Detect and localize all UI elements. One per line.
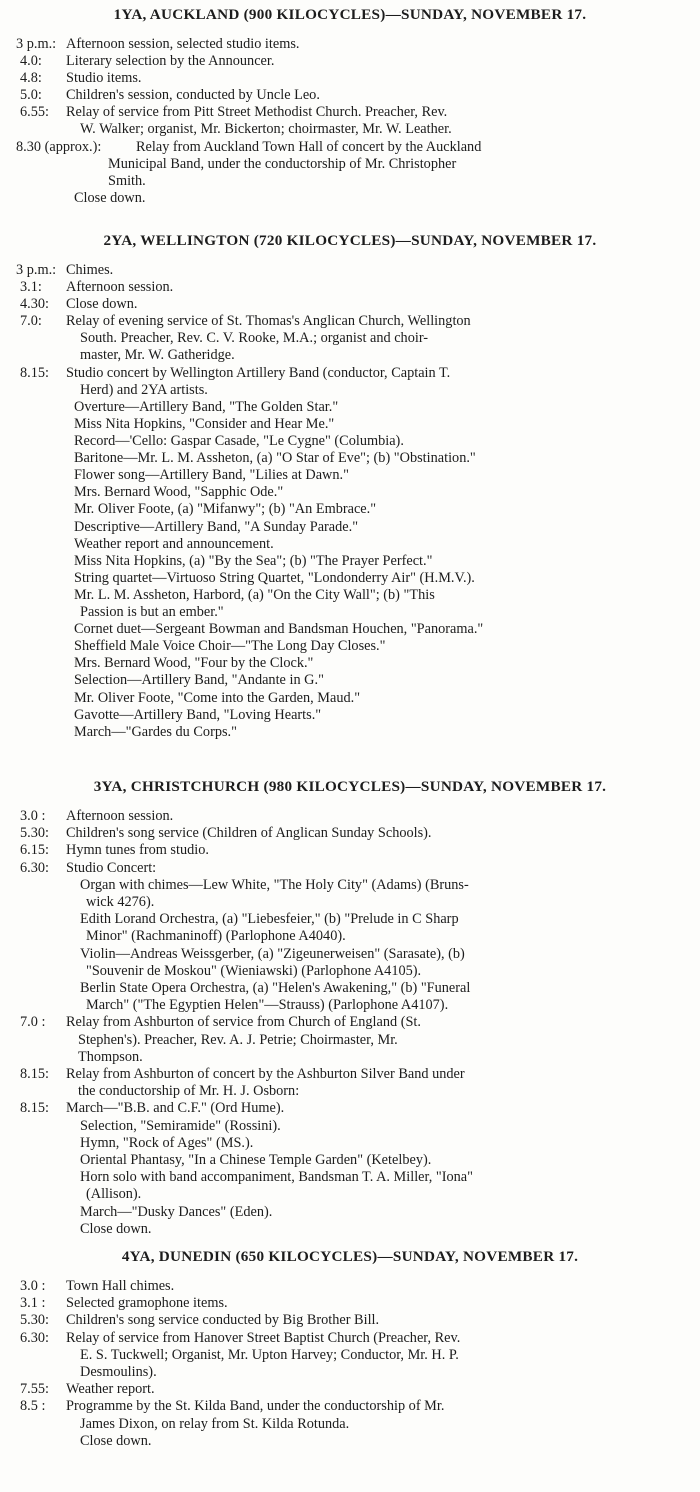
entry-text-continuation: Minor" (Rachmaninoff) (Parlophone A4040). xyxy=(86,928,346,945)
entry-text-continuation: Passion is but an ember." xyxy=(80,603,224,620)
entry-time: 6.30: xyxy=(20,1329,49,1346)
entry-time: 3 p.m.: xyxy=(16,262,57,278)
entry-text: Oriental Phantasy, "In a Chinese Temple Garden" (Ketelbey). xyxy=(80,1152,432,1168)
entry-text: Studio concert by Wellington Artillery Band (conductor, Captain T. xyxy=(66,364,451,381)
entry-time: 8.15: xyxy=(20,1066,49,1082)
entry-text: Afternoon session, selected studio items. xyxy=(66,36,300,52)
entry-text: Hymn tunes from studio. xyxy=(66,842,209,859)
entry-time: 7.0 : xyxy=(20,1014,46,1031)
entry-time: 8.5 : xyxy=(20,1398,46,1415)
entry-text: March—"B.B. and C.F." (Ord Hume). xyxy=(66,1100,285,1117)
entry-text-continuation: Smith. xyxy=(108,172,146,189)
entry-time: 5.30: xyxy=(20,825,49,842)
entry-text: Miss Nita Hopkins, "Consider and Hear Me." xyxy=(74,415,335,432)
entry-time: 4.8: xyxy=(20,70,42,87)
entry-text: Close down. xyxy=(74,189,146,206)
entry-text-continuation: wick 4276). xyxy=(86,893,155,910)
station-heading: 3YA, CHRISTCHURCH (980 KILOCYCLES)—SUNDAY, NOVEMBER 17. xyxy=(93,778,607,795)
entry-text: Mr. Oliver Foote, (a) "Mifanwy"; (b) "An Embrace." xyxy=(74,501,377,518)
entry-text: Relay of service from Pitt Street Methodist Church. Preacher, Rev. xyxy=(66,104,448,121)
entry-text: Relay from Auckland Town Hall of concert by the Auckland xyxy=(136,138,482,155)
entry-text: Overture—Artillery Band, "The Golden Star." xyxy=(74,398,339,415)
entry-text: Sheffield Male Voice Choir—"The Long Day Closes." xyxy=(74,638,386,655)
entry-text: Relay of evening service of St. Thomas's Anglican Church, Wellington xyxy=(66,313,471,330)
entry-text: Baritone—Mr. L. M. Assheton, (a) "O Star of Eve"; (b) "Obstination." xyxy=(74,450,476,467)
entry-text: Studio Concert: xyxy=(66,859,157,876)
entry-text: March—"Dusky Dances" (Eden). xyxy=(80,1203,273,1220)
entry-text-continuation: Municipal Band, under the conductorship of Mr. Christopher xyxy=(108,155,457,172)
entry-time: 3.1: xyxy=(20,279,42,296)
entry-text-continuation: Herd) and 2YA artists. xyxy=(80,381,208,398)
entry-text: Gavotte—Artillery Band, "Loving Hearts." xyxy=(74,706,322,723)
entry-text: Edith Lorand Orchestra, (a) "Liebesfeier," (b) "Prelude in C Sharp xyxy=(80,911,459,928)
entry-text: Afternoon session. xyxy=(66,808,174,824)
entry-time: 7.55: xyxy=(20,1381,49,1398)
entry-time: 5.0: xyxy=(20,87,42,104)
station-heading: 4YA, DUNEDIN (650 KILOCYCLES)—SUNDAY, NOVEMBER 17. xyxy=(121,1248,579,1265)
entry-time: 7.0: xyxy=(20,313,42,330)
entry-time: 8.15: xyxy=(20,364,49,381)
entry-time: 3.0 : xyxy=(20,808,46,824)
entry-text-continuation: "Souvenir de Moskou" (Wieniawski) (Parlophone A4105). xyxy=(86,962,422,979)
entry-text: Selection—Artillery Band, "Andante in G." xyxy=(74,672,324,689)
entry-text-continuation: Stephen's). Preacher, Rev. A. J. Petrie; Choirmaster, Mr. xyxy=(78,1031,398,1048)
entry-text: Relay from Ashburton of concert by the Ashburton Silver Band under xyxy=(66,1066,465,1082)
entry-text: Record—'Cello: Gaspar Casade, "Le Cygne" (Columbia). xyxy=(74,433,404,449)
entry-time: 4.30: xyxy=(20,296,49,313)
entry-time: 4.0: xyxy=(20,53,42,70)
entry-text: Selected gramophone items. xyxy=(66,1295,228,1312)
entry-text: Children's session, conducted by Uncle Leo. xyxy=(66,87,320,104)
entry-text: Weather report. xyxy=(66,1381,155,1398)
entry-text: Programme by the St. Kilda Band, under the conductorship of Mr. xyxy=(66,1398,445,1415)
entry-text: Organ with chimes—Lew White, "The Holy City" (Adams) (Bruns- xyxy=(80,876,469,893)
entry-time: 6.15: xyxy=(20,842,49,859)
entry-text: Mrs. Bernard Wood, "Four by the Clock." xyxy=(74,655,314,672)
entry-time: 6.55: xyxy=(20,104,49,121)
entry-text: March—"Gardes du Corps." xyxy=(74,723,237,740)
entry-text: Close down. xyxy=(66,296,138,313)
entry-text-continuation: James Dixon, on relay from St. Kilda Rotunda. xyxy=(80,1415,350,1432)
entry-text: Horn solo with band accompaniment, Bandsman T. A. Miller, "Iona" xyxy=(80,1169,473,1186)
entry-text: Selection, "Semiramide" (Rossini). xyxy=(80,1117,281,1134)
entry-text: String quartet—Virtuoso String Quartet, "Londonderry Air" (H.M.V.). xyxy=(74,569,475,586)
entry-text: Close down. xyxy=(80,1432,152,1449)
station-heading: 2YA, WELLINGTON (720 KILOCYCLES)—SUNDAY, NOVEMBER 17. xyxy=(103,232,597,249)
entry-text-continuation: Thompson. xyxy=(78,1048,143,1065)
entry-time: 8.30 (approx.): xyxy=(16,138,102,155)
entry-text: Children's song service conducted by Big Brother Bill. xyxy=(66,1312,380,1329)
entry-text: Relay of service from Hanover Street Baptist Church (Preacher, Rev. xyxy=(66,1329,461,1346)
entry-text: Flower song—Artillery Band, "Lilies at Dawn." xyxy=(74,467,349,484)
station-heading: 1YA, AUCKLAND (900 KILOCYCLES)—SUNDAY, NOVEMBER 17. xyxy=(113,6,587,23)
entry-text: Descriptive—Artillery Band, "A Sunday Parade." xyxy=(74,518,359,535)
entry-time: 3.0 : xyxy=(20,1278,46,1294)
entry-text-continuation: (Allison). xyxy=(86,1186,142,1203)
entry-text-continuation: master, Mr. W. Gatheridge. xyxy=(80,347,235,364)
entry-text: Studio items. xyxy=(66,70,142,87)
entry-text: Chimes. xyxy=(66,262,114,278)
entry-text: Hymn, "Rock of Ages" (MS.). xyxy=(80,1134,254,1151)
entry-text-continuation: Desmoulins). xyxy=(80,1363,157,1380)
entry-text: Mr. L. M. Assheton, Harbord, (a) "On the City Wall"; (b) "This xyxy=(74,586,435,603)
entry-text: Close down. xyxy=(80,1220,152,1237)
entry-text: Relay from Ashburton of service from Church of England (St. xyxy=(66,1014,421,1031)
entry-text: Mrs. Bernard Wood, "Sapphic Ode." xyxy=(74,484,284,501)
entry-text: Mr. Oliver Foote, "Come into the Garden, Maud." xyxy=(74,689,361,706)
entry-text-continuation: E. S. Tuckwell; Organist, Mr. Upton Harvey; Conductor, Mr. H. P. xyxy=(80,1346,459,1363)
entry-text: Cornet duet—Sergeant Bowman and Bandsman Houchen, "Panorama." xyxy=(74,621,484,638)
entry-text: Weather report and announcement. xyxy=(74,535,274,552)
entry-text: Miss Nita Hopkins, (a) "By the Sea"; (b) "The Prayer Perfect." xyxy=(74,552,433,569)
entry-text: Violin—Andreas Weissgerber, (a) "Zigeunerweisen" (Sarasate), (b) xyxy=(80,945,465,962)
entry-time: 6.30: xyxy=(20,859,49,876)
entry-time: 3.1 : xyxy=(20,1295,46,1312)
entry-time: 5.30: xyxy=(20,1312,49,1329)
entry-text: Literary selection by the Announcer. xyxy=(66,53,275,70)
entry-time: 3 p.m.: xyxy=(16,36,57,52)
entry-time: 8.15: xyxy=(20,1100,49,1117)
entry-text: Afternoon session. xyxy=(66,279,174,296)
entry-text-continuation: South. Preacher, Rev. C. V. Rooke, M.A.; organist and choir- xyxy=(80,330,429,347)
entry-text-continuation: the conductorship of Mr. H. J. Osborn: xyxy=(78,1083,300,1100)
entry-text: Berlin State Opera Orchestra, (a) "Helen's Awakening," (b) "Funeral xyxy=(80,980,471,996)
entry-text-continuation: W. Walker; organist, Mr. Bickerton; choirmaster, Mr. W. Leather. xyxy=(80,121,452,138)
entry-text-continuation: March" ("The Egyptien Helen"—Strauss) (Parlophone A4107). xyxy=(86,997,449,1014)
entry-text: Children's song service (Children of Anglican Sunday Schools). xyxy=(66,825,432,842)
entry-text: Town Hall chimes. xyxy=(66,1278,175,1294)
